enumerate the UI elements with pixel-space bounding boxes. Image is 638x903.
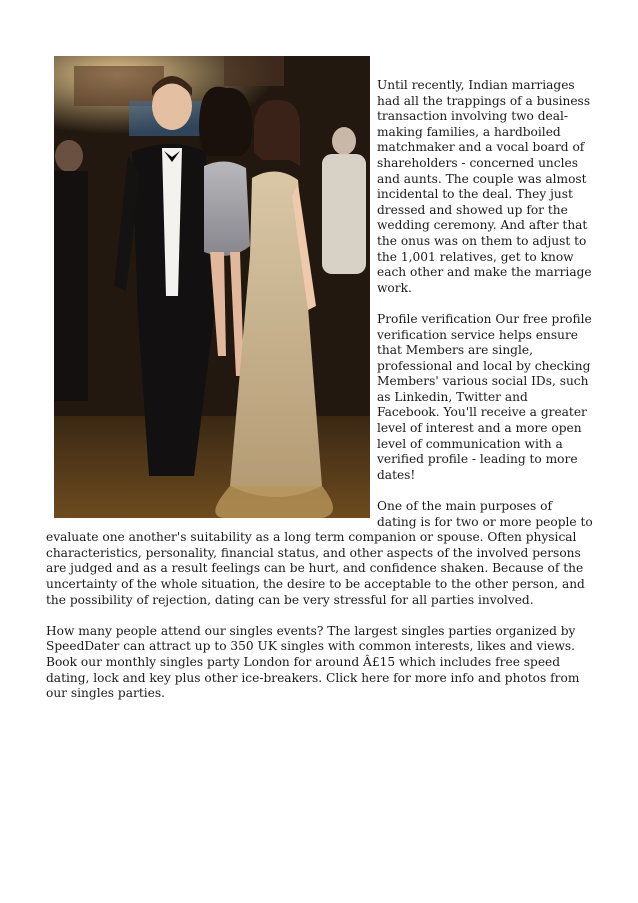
- paragraph-profile-verification: Profile verification Our free profile verification service helps ensure that Members are single, professional and local by checking Members' various social IDs, such as Linkedin, Twitter and Facebook. You'll receive a greater level of interest and a more open level of communication with a verified profile - leading to more dates!: [377, 311, 592, 482]
- party-photo: [54, 56, 370, 518]
- document-page: [46, 56, 594, 717]
- paragraph-dating-purposes: One of the main purposes of dating is for two or more people to evaluate one another's suitability as a long term companion or spouse. Often physical characteristics, personality, financial status, and other aspects of the involved persons are judged and as a result feelings can be hurt, and confidence shaken. Because of the uncertainty of the whole situation, the desire to be acceptable to the other person, and the possibility of rejection, dating can be very stressful for all parties involved.: [46, 499, 593, 607]
- paragraph-singles-events: How many people attend our singles events? The largest singles parties organized by SpeedDater can attract up to 350 UK singles with common interests, likes and views. Book our monthly singles party London for around Â£15 which includes free speed dating, lock and key plus other ice-breakers. Click here for more info and photos from our singles parties.: [46, 623, 580, 701]
- paragraph-indian-marriages: Until recently, Indian marriages had all the trappings of a business transaction involving two deal-making families, a hardboiled matchmaker and a vocal board of shareholders - concerned uncles and aunts. The couple was almost incidental to the deal. They just dressed and showed up for the wedding ceremony. And after that the onus was on them to adjust to the 1,001 relatives, get to know each other and make the marriage work.: [377, 78, 592, 295]
